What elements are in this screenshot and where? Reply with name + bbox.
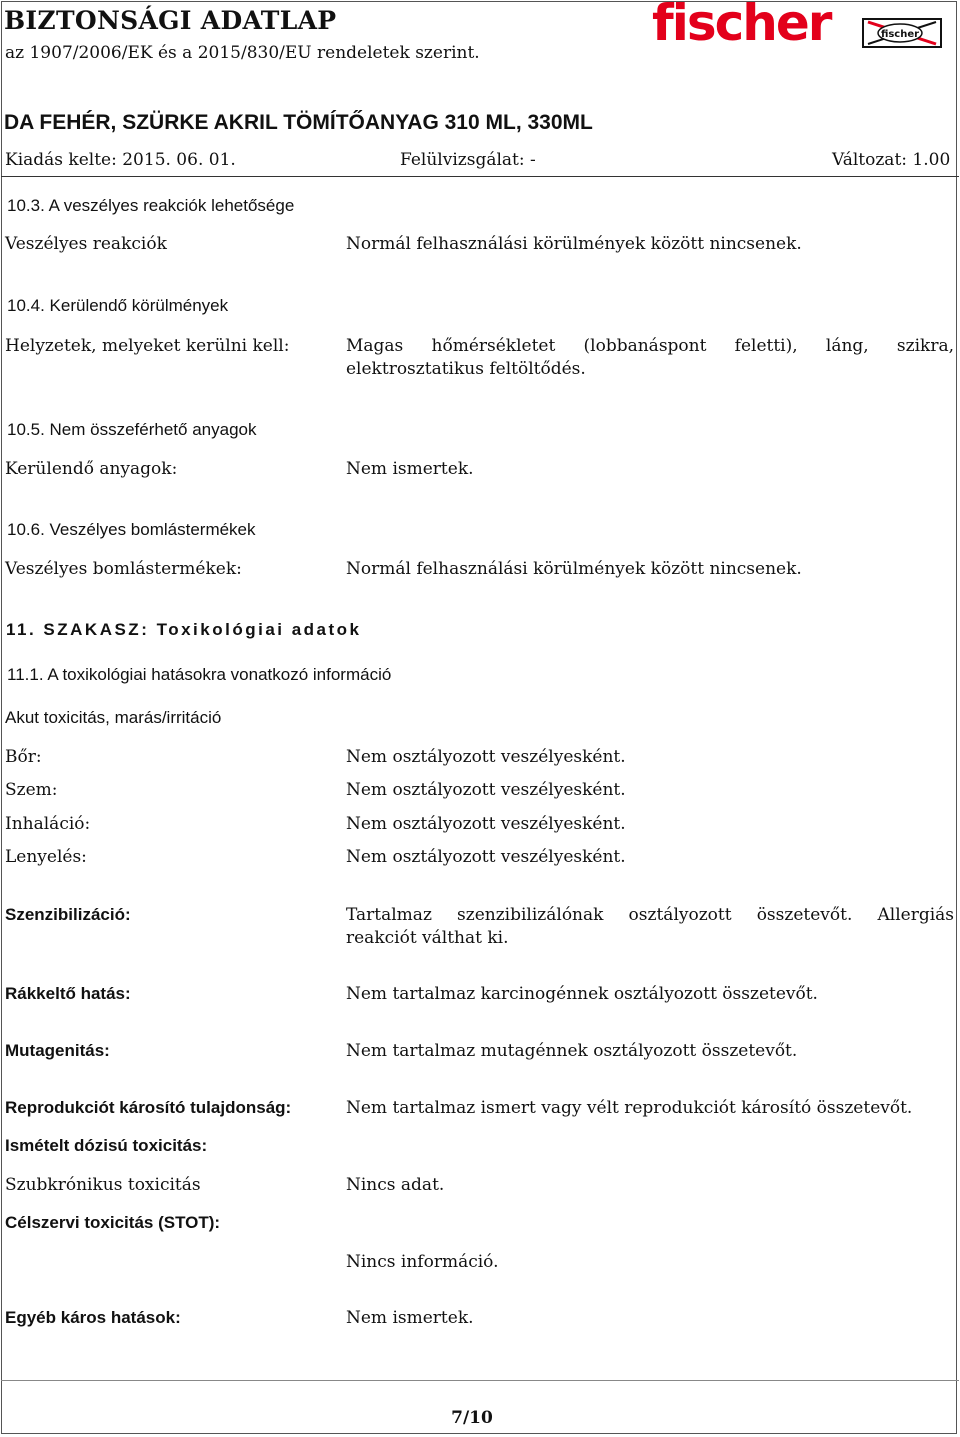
other-adverse-effects-label: Egyéb káros hatások: bbox=[5, 1308, 181, 1327]
conditions-to-avoid-line-2: elektrosztatikus feltöltődés. bbox=[346, 359, 586, 379]
page-number: 7/10 bbox=[451, 1408, 493, 1428]
section-10-3-heading: 10.3. A veszélyes reakciók lehetősége bbox=[7, 196, 295, 215]
mutagenicity-label: Mutagenitás: bbox=[5, 1041, 110, 1060]
stot-value: Nincs információ. bbox=[346, 1252, 499, 1272]
decomposition-products-label: Veszélyes bomlástermékek: bbox=[5, 559, 242, 579]
eye-value: Nem osztályozott veszélyesként. bbox=[346, 780, 626, 800]
sensitisation-line-2: reakciót válthat ki. bbox=[346, 928, 509, 948]
dangerous-reactions-label: Veszélyes reakciók bbox=[5, 234, 167, 254]
ingestion-label: Lenyelés: bbox=[5, 847, 87, 867]
revision: Felülvizsgálat: - bbox=[400, 150, 536, 170]
header-divider bbox=[1, 176, 959, 177]
conditions-to-avoid-line-1: Magas hőmérsékletet (lobbanáspont feletti), láng, szikra, bbox=[346, 336, 954, 356]
inhalation-label: Inhaláció: bbox=[5, 814, 91, 834]
decomposition-products-value: Normál felhasználási körülmények között nincsenek. bbox=[346, 559, 802, 579]
product-title: DA FEHÉR, SZÜRKE AKRIL TÖMÍTŐANYAG 310 ML, 330ML bbox=[4, 111, 593, 134]
conditions-to-avoid-label: Helyzetek, melyeket kerülni kell: bbox=[5, 336, 290, 356]
version: Változat: 1.00 bbox=[832, 150, 951, 170]
section-10-4-heading: 10.4. Kerülendő körülmények bbox=[7, 296, 229, 315]
brand-badge-text: fischer bbox=[880, 29, 920, 40]
skin-label: Bőr: bbox=[5, 747, 42, 767]
repeated-dose-toxicity-label: Ismételt dózisú toxicitás: bbox=[5, 1136, 208, 1155]
issue-date: Kiadás kelte: 2015. 06. 01. bbox=[5, 150, 236, 170]
section-11-1-heading: 11.1. A toxikológiai hatásokra vonatkozó információ bbox=[7, 665, 392, 684]
ingestion-value: Nem osztályozott veszélyesként. bbox=[346, 847, 626, 867]
eye-label: Szem: bbox=[5, 780, 58, 800]
reproductive-toxicity-value: Nem tartalmaz ismert vagy vélt reprodukciót károsító összetevőt. bbox=[346, 1098, 913, 1118]
inhalation-value: Nem osztályozott veszélyesként. bbox=[346, 814, 626, 834]
brand-logo: fischer bbox=[652, 0, 831, 52]
subchronic-toxicity-value: Nincs adat. bbox=[346, 1175, 445, 1195]
section-10-5-heading: 10.5. Nem összeférhető anyagok bbox=[7, 420, 257, 439]
subchronic-toxicity-label: Szubkrónikus toxicitás bbox=[5, 1175, 201, 1195]
sensitisation-label: Szenzibilizáció: bbox=[5, 905, 131, 924]
section-10-6-heading: 10.6. Veszélyes bomlástermékek bbox=[7, 520, 256, 539]
other-adverse-effects-value: Nem ismertek. bbox=[346, 1308, 474, 1328]
brand-badge-icon bbox=[862, 18, 942, 48]
stot-label: Célszervi toxicitás (STOT): bbox=[5, 1213, 221, 1232]
sensitisation-value bbox=[346, 904, 954, 950]
footer-divider bbox=[1, 1380, 959, 1381]
materials-to-avoid-value: Nem ismertek. bbox=[346, 459, 474, 479]
document-subtitle: az 1907/2006/EK és a 2015/830/EU rendeletek szerint. bbox=[5, 43, 480, 63]
conditions-to-avoid-value bbox=[346, 335, 954, 381]
document-title: BIZTONSÁGI ADATLAP bbox=[4, 6, 337, 35]
carcinogenicity-label: Rákkeltő hatás: bbox=[5, 984, 131, 1003]
dangerous-reactions-value: Normál felhasználási körülmények között nincsenek. bbox=[346, 234, 802, 254]
mutagenicity-value: Nem tartalmaz mutagénnek osztályozott összetevőt. bbox=[346, 1041, 798, 1061]
sensitisation-line-1: Tartalmaz szenzibilizálónak osztályozott összetevőt. Allergiás bbox=[346, 905, 954, 925]
materials-to-avoid-label: Kerülendő anyagok: bbox=[5, 459, 178, 479]
acute-toxicity-heading: Akut toxicitás, marás/irritáció bbox=[5, 708, 222, 727]
carcinogenicity-value: Nem tartalmaz karcinogénnek osztályozott összetevőt. bbox=[346, 984, 818, 1004]
reproductive-toxicity-label: Reprodukciót károsító tulajdonság: bbox=[5, 1098, 292, 1117]
skin-value: Nem osztályozott veszélyesként. bbox=[346, 747, 626, 767]
section-11-heading: 11. SZAKASZ: Toxikológiai adatok bbox=[6, 620, 362, 639]
